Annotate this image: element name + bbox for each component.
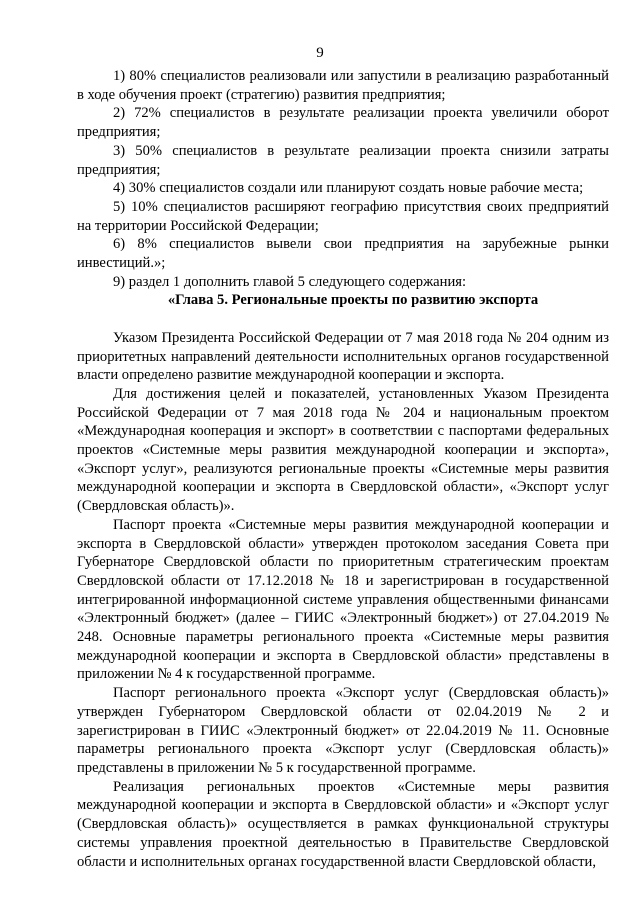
list-item: 1) 80% специалистов реализовали или запустили в реализацию разработанный в ходе обучения проект (стратегию) развития предприятия; [77,68,609,103]
paragraph: Реализация региональных проектов «Системные меры развития международной кооперации и экспорта в Свердловской области» и «Экспорт услуг (Свердловская область)» осуществляется в рамках функциональной структуры системы управления проектной деятельностью в Правительстве Свердловской области и исполнительных органах государственной власти Свердловской области, [77,778,609,870]
chapter-heading: «Глава 5. Региональные проекты по развитию экспорта [167,292,539,309]
heading-spacer [77,310,609,329]
paragraph: Указом Президента Российской Федерации от 7 мая 2018 года № 204 одним из приоритетных направлений деятельности исполнительных органов государственной власти определено развитие международной кооперации и экспорта. [77,329,609,384]
amendment-line: 9) раздел 1 дополнить главой 5 следующего содержания: [113,273,467,290]
paragraph: Паспорт проекта «Системные меры развития международной кооперации и экспорта в Свердловской области» утвержден протоколом заседания Совета при Губернаторе Свердловской области по приоритетным стратегическим проектам Свердловской области от 17.12.2018 № 18 и зарегистрирован в государственной интегрированной информационной системе управления общественными финансами «Электронный бюджет» (далее – ГИИС «Электронный бюджет») от 27.04.2019 № 248. Основные параметры регионального проекта «Системные меры развития международной кооперации и экспорта в Свердловской области» представлены в приложении № 4 к государственной программе. [77,516,609,683]
list-item: 6) 8% специалистов вывели свои предприятия на зарубежные рынки инвестиций.»; [77,236,609,272]
page-number: 9 [316,45,324,61]
list-item: 5) 10% специалистов расширяют географию присутствия своих предприятий на территории Российской Федерации; [77,198,609,234]
paragraph: Для достижения целей и показателей, установленных Указом Президента Российской Федерации от 7 мая 2018 года № 204 и национальным проектом «Международная кооперация и экспорт» в соответствии с паспортами федеральных проектов «Системные меры развития международной кооперации и экспорта», «Экспорт услуг», реализуются региональные проекты «Системные меры развития международной кооперации и экспорта в Свердловской области», «Экспорт услуг (Свердловская область)». [77,385,609,515]
list-item: 3) 50% специалистов в результате реализации проекта снизили затраты предприятия; [77,142,609,178]
list-item: 4) 30% специалистов создали или планируют создать новые рабочие места; [113,180,584,197]
paragraph: Паспорт регионального проекта «Экспорт услуг (Свердловская область)» утвержден Губернатором Свердловской области от 02.04.2019 № 2 и зарегистрирован в ГИИС «Электронный бюджет» от 22.04.2019 № 11. Основные параметры регионального проекта «Экспорт услуг (Свердловская область)» представлены в приложении № 5 к государственной программе. [77,685,609,776]
document-body [77,67,609,871]
list-item: 2) 72% специалистов в результате реализации проекта увеличили оборот предприятия; [77,105,609,141]
